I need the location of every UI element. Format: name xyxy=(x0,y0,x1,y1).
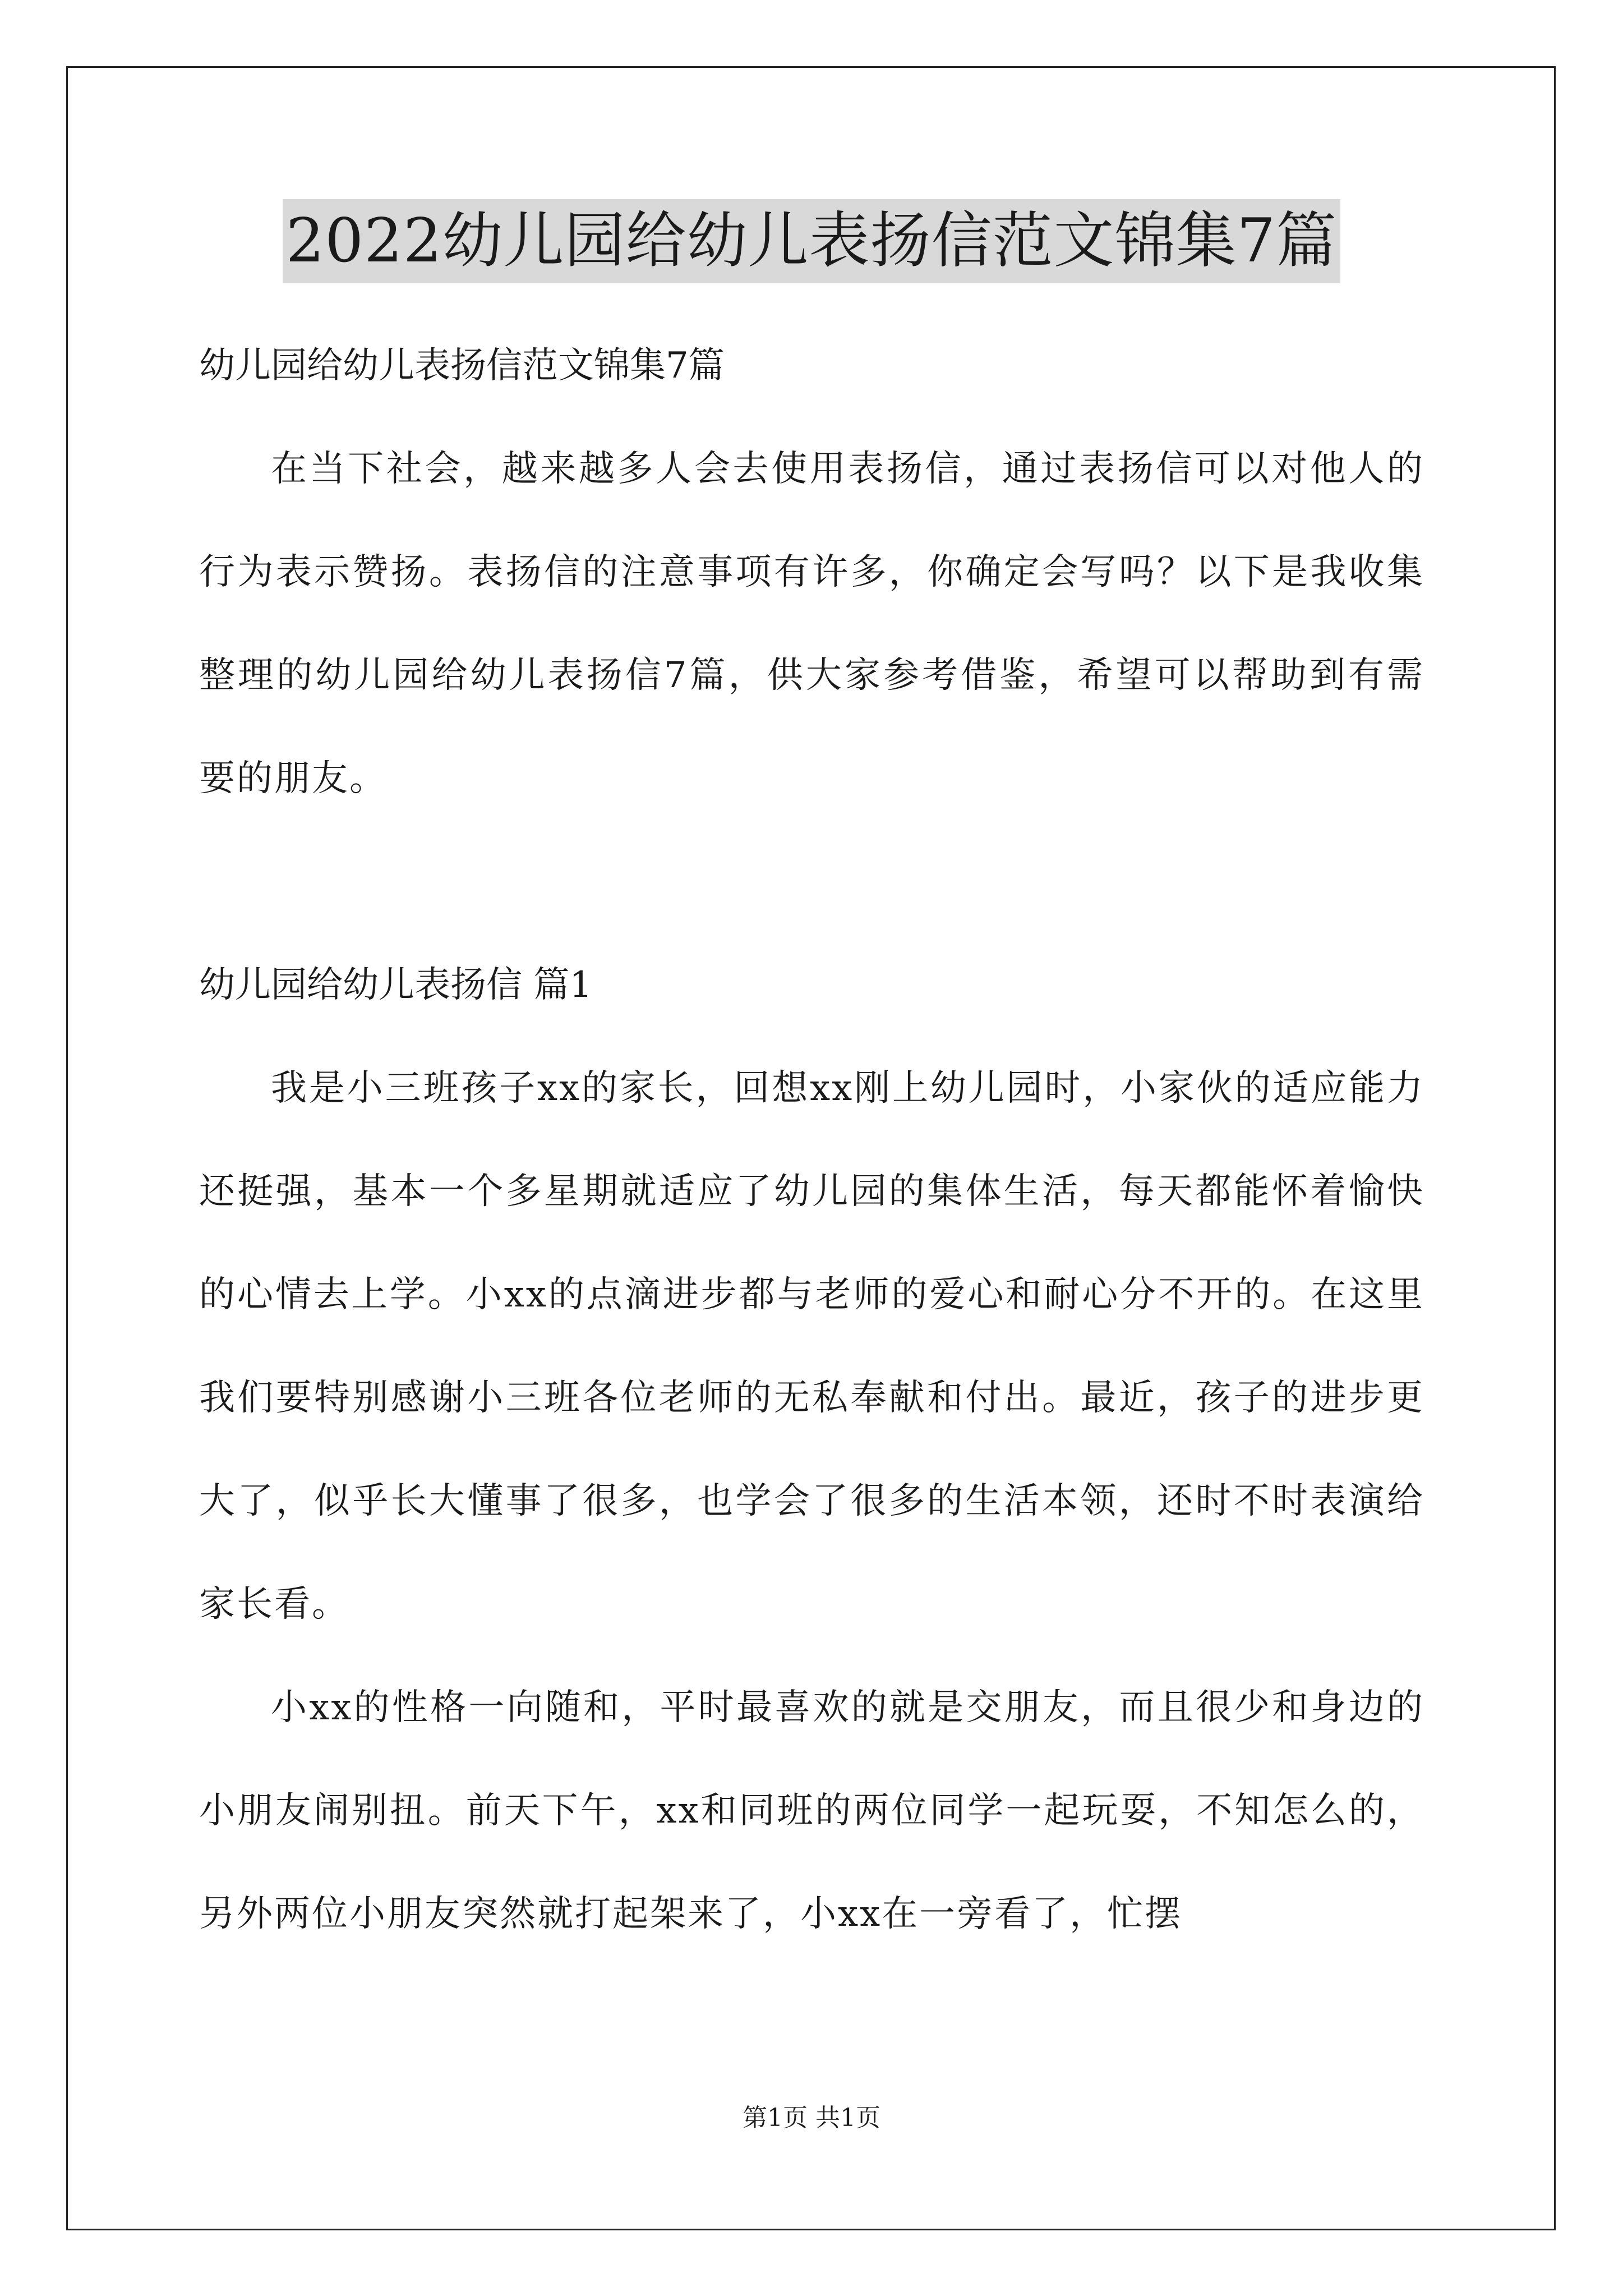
document-title: 2022幼儿园给幼儿表扬信范文锦集7篇 xyxy=(283,199,1341,283)
section-paragraph: 我是小三班孩子xx的家长，回想xx刚上幼儿园时，小家伙的适应能力还挺强，基本一个多星期就适应了幼儿园的集体生活，每天都能怀着愉快的心情去上学。小xx的点滴进步都与老师的爱心和耐心分不开的。在这里我们要特别感谢小三班各位老师的无私奉献和付出。最近，孩子的进步更大了，似乎长大懂事了很多，也学会了很多的生活本领，还时不时表演给家长看。 xyxy=(199,1068,1424,1625)
intro-paragraph: 在当下社会，越来越多人会去使用表扬信，通过表扬信可以对他人的行为表示赞扬。表扬信的注意事项有许多，你确定会写吗？以下是我收集整理的幼儿园给幼儿表扬信7篇，供大家参考借鉴，希望可以帮助到有需要的朋友。 xyxy=(199,448,1424,799)
title-container xyxy=(0,199,1623,283)
document-subtitle: 幼儿园给幼儿表扬信范文锦集7篇 xyxy=(199,345,725,386)
page-footer: 第1页 共1页 xyxy=(743,2104,880,2132)
section-heading: 幼儿园给幼儿表扬信 篇1 xyxy=(199,964,593,1006)
document-body xyxy=(199,314,1424,1966)
section-paragraph: 小xx的性格一向随和，平时最喜欢的就是交朋友，而且很少和身边的小朋友闹别扭。前天下午，xx和同班的两位同学一起玩耍，不知怎么的，另外两位小朋友突然就打起架来了，小xx在一旁看了，忙摆 xyxy=(199,1687,1424,1935)
